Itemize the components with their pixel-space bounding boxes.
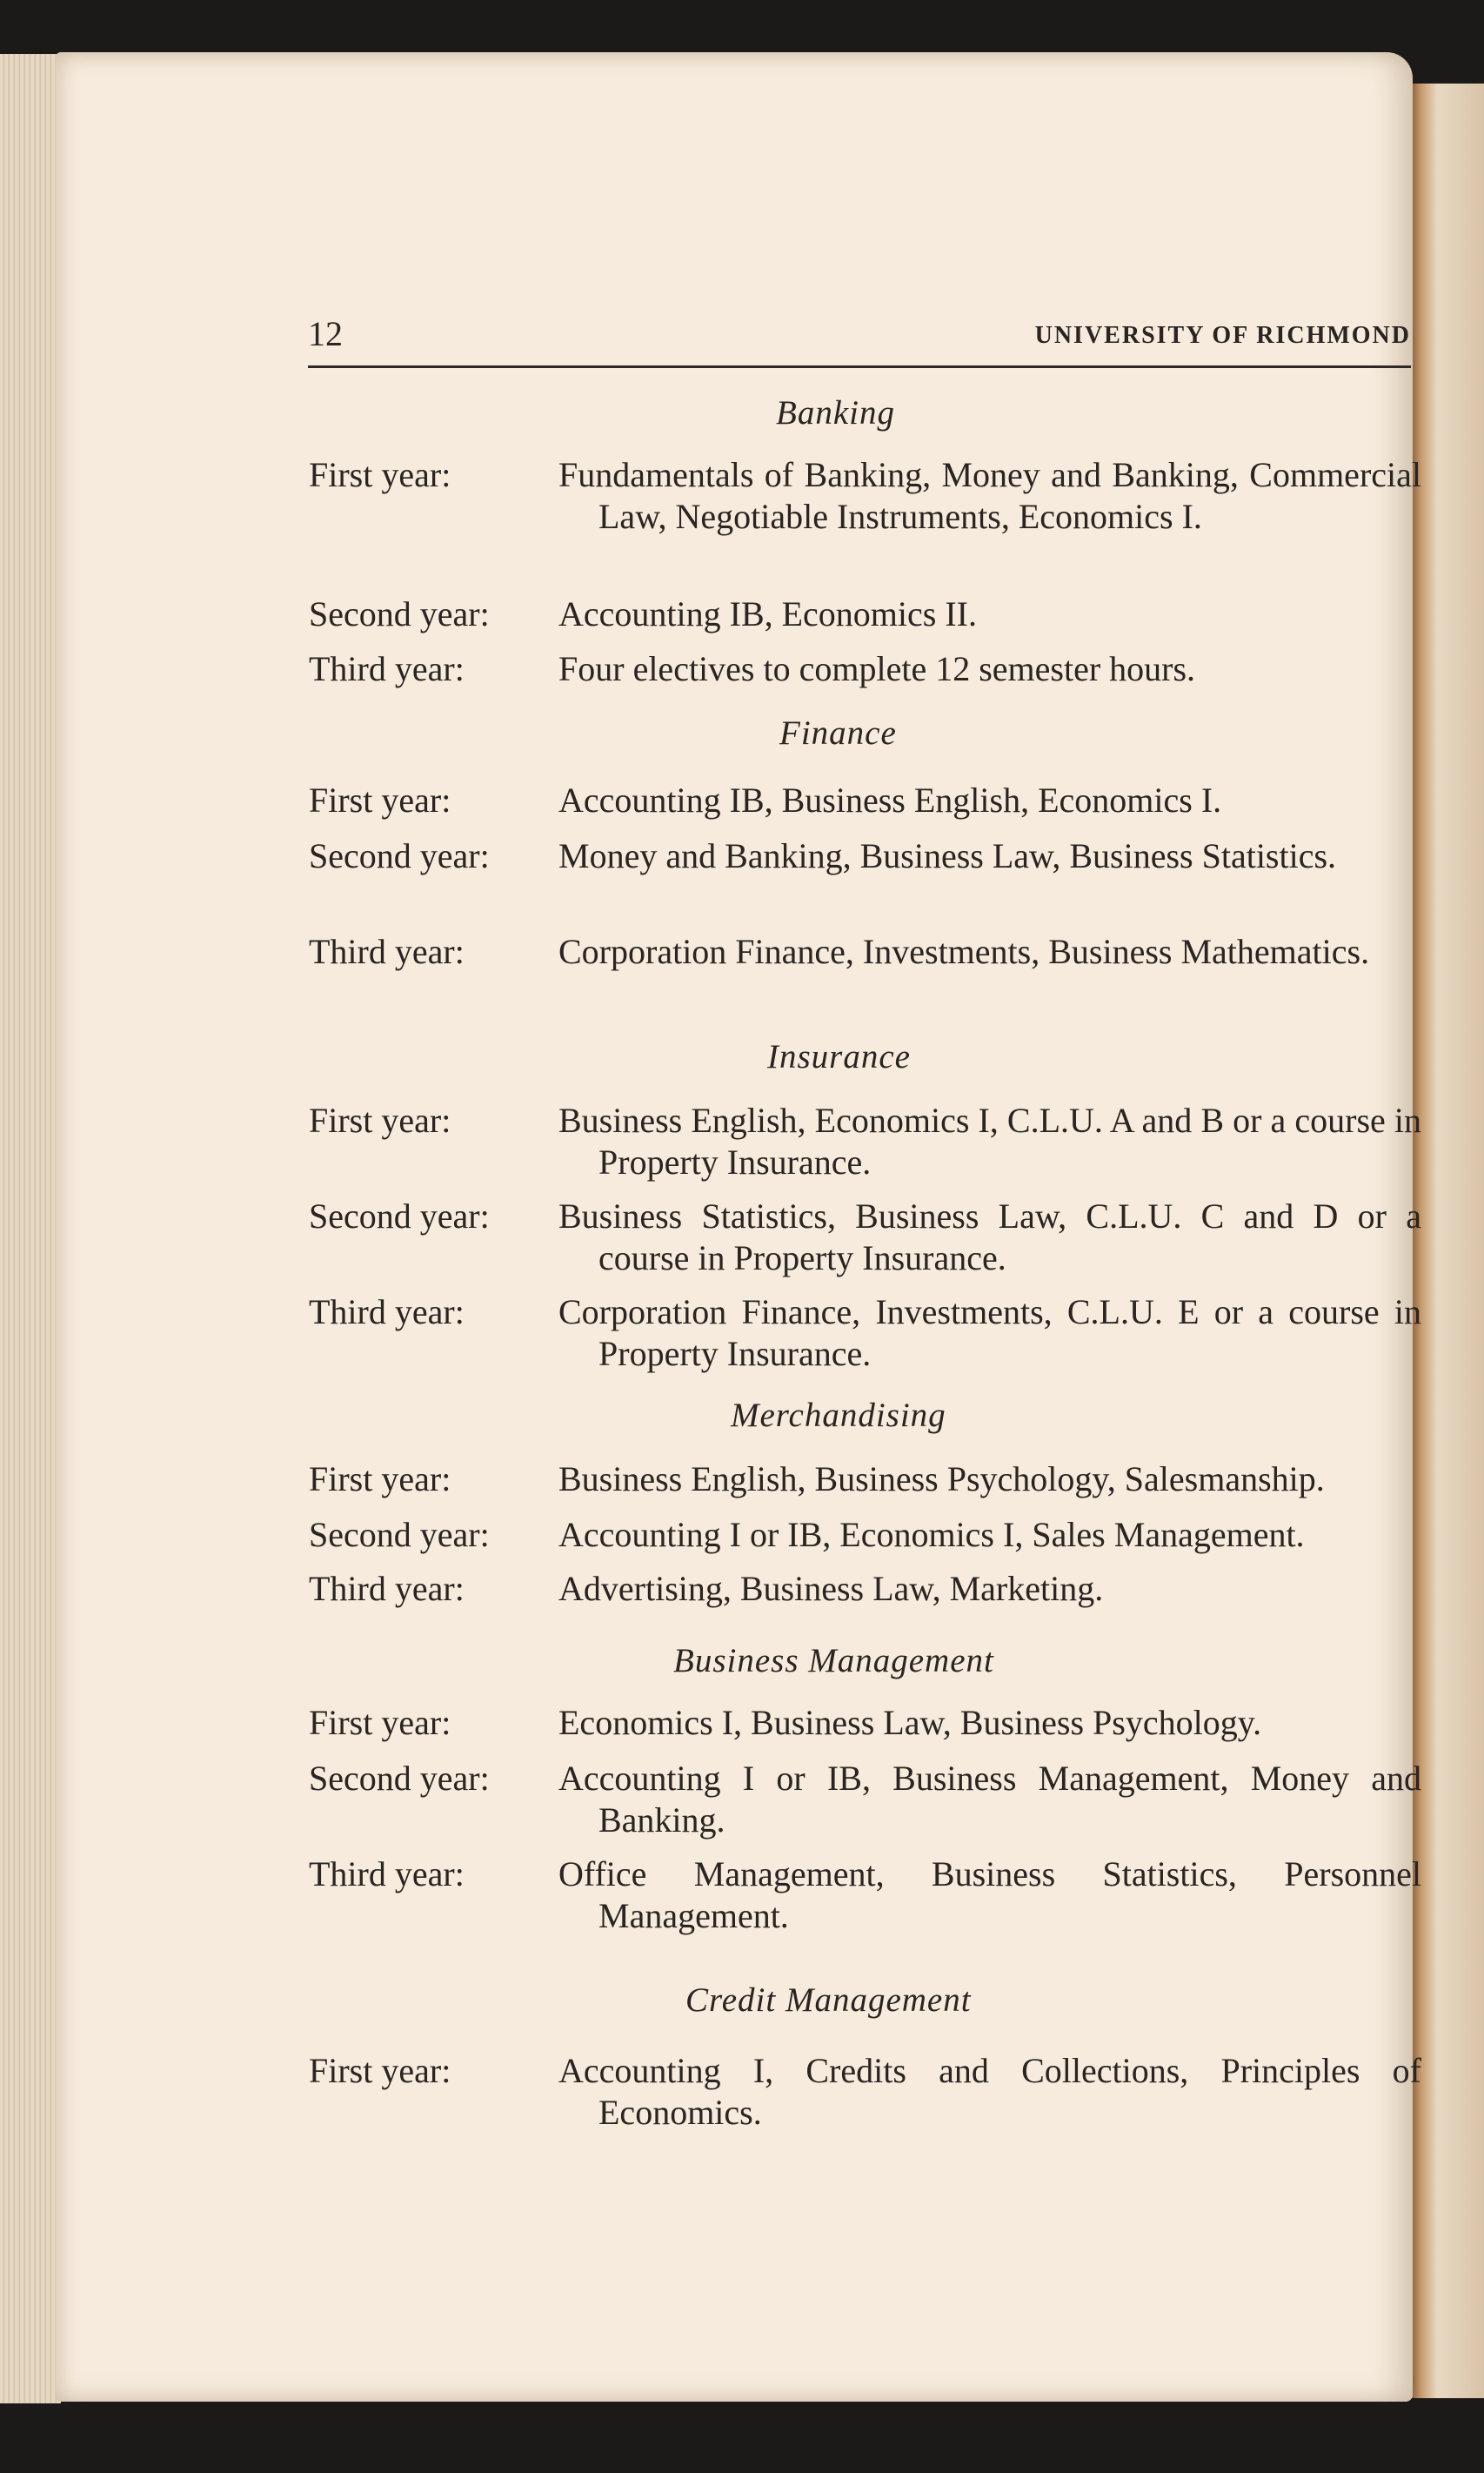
running-head: UNIVERSITY OF RICHMOND bbox=[1034, 322, 1411, 349]
course-list: Money and Banking, Business Law, Business Statistics. bbox=[558, 836, 1337, 875]
page-header bbox=[308, 313, 1411, 368]
year-label: Second year: bbox=[309, 1759, 490, 1798]
book-page bbox=[56, 52, 1421, 2402]
year-label: First year: bbox=[309, 1459, 451, 1498]
course-list: Accounting IB, Business English, Economics I. bbox=[558, 781, 1222, 820]
course-list: Business English, Economics I, C.L.U. A and B or a course in Property Insurance. bbox=[558, 1101, 1421, 1182]
year-label: Third year: bbox=[309, 1569, 465, 1608]
year-label: Third year: bbox=[309, 1292, 465, 1331]
course-list: Accounting I or IB, Economics I, Sales Management. bbox=[558, 1515, 1305, 1554]
section-title-merchandising: Merchandising bbox=[731, 1397, 946, 1434]
page-stack-left bbox=[0, 54, 61, 2403]
course-list: Four electives to complete 12 semester hours. bbox=[558, 649, 1196, 688]
course-list: Advertising, Business Law, Marketing. bbox=[558, 1569, 1104, 1608]
course-list: Office Management, Business Statistics, Personnel Management. bbox=[558, 1854, 1421, 1935]
year-label: First year: bbox=[309, 455, 451, 494]
year-label: Second year: bbox=[309, 594, 490, 633]
course-list: Business English, Business Psychology, Salesmanship. bbox=[558, 1459, 1325, 1498]
course-list: Business Statistics, Business Law, C.L.U. C and D or a course in Property Insurance. bbox=[558, 1196, 1421, 1277]
section-title-credit-management: Credit Management bbox=[685, 1981, 972, 2019]
section-title-insurance: Insurance bbox=[767, 1038, 911, 1076]
year-label: Second year: bbox=[309, 836, 490, 875]
year-label: Third year: bbox=[309, 1854, 465, 1893]
year-label: First year: bbox=[309, 1101, 451, 1140]
course-list: Corporation Finance, Investments, C.L.U. E or a course in Property Insurance. bbox=[558, 1292, 1421, 1373]
year-label: First year: bbox=[309, 781, 451, 820]
year-label: First year: bbox=[309, 1703, 451, 1742]
course-list: Accounting I or IB, Business Management, Money and Banking. bbox=[558, 1759, 1421, 1840]
course-list: Corporation Finance, Investments, Business Mathematics. bbox=[558, 932, 1370, 971]
course-list: Fundamentals of Banking, Money and Banking, Commercial Law, Negotiable Instruments, Economics I. bbox=[558, 455, 1421, 536]
page-number: 12 bbox=[308, 314, 343, 353]
section-title-business-management: Business Management bbox=[673, 1642, 994, 1679]
section-title-finance: Finance bbox=[779, 714, 897, 752]
year-label: Third year: bbox=[309, 932, 465, 971]
section-title-banking: Banking bbox=[776, 394, 895, 432]
course-list: Accounting IB, Economics II. bbox=[558, 594, 977, 633]
year-label: First year: bbox=[309, 2051, 451, 2090]
year-label: Second year: bbox=[309, 1196, 490, 1236]
course-list: Economics I, Business Law, Business Psychology. bbox=[558, 1703, 1262, 1742]
course-list: Accounting I, Credits and Collections, Principles of Economics. bbox=[558, 2051, 1421, 2132]
year-label: Third year: bbox=[309, 649, 465, 688]
year-label: Second year: bbox=[309, 1515, 490, 1554]
